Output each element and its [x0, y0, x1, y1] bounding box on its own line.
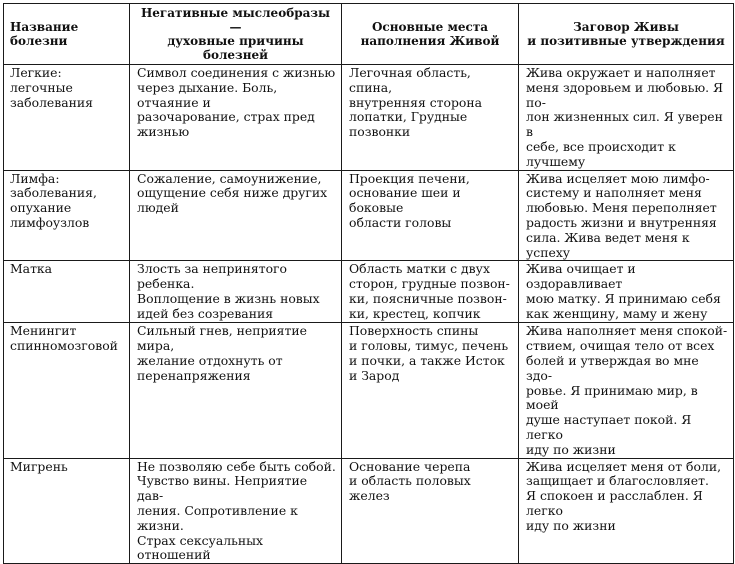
table-row — [4, 458, 734, 564]
cell-affirmations: Жива исцеляет меня от боли, защищает и благословляет. Я спокоен и расслаблен. Я легко иду по жизни — [519, 458, 734, 564]
cell-affirmations: Жива исцеляет мою лимфо- систему и наполняет меня любовью. Меня переполняет радость жизни и внутренняя сила. Жива ведет меня к успеху — [519, 170, 734, 261]
cell-causes: Сильный гнев, неприятие мира, желание отдохнуть от перенапряжения — [130, 323, 342, 458]
cell-places: Проекция печени, основание шеи и боковые области головы — [342, 170, 519, 261]
cell-disease-name: Менингит спинномозговой — [4, 323, 130, 458]
cell-causes: Символ соединения с жизнью через дыхание. Боль, отчаяние и разочарование, страх пред жизнью — [130, 65, 342, 171]
cell-causes: Злость за непринятого ребенка. Воплощение в жизнь новых идей без созревания — [130, 261, 342, 323]
cell-places: Поверхность спины и головы, тимус, печень и почки, а также Исток и Зарод — [342, 323, 519, 458]
header-affirmations: Заговор Живы и позитивные утверждения — [519, 4, 734, 65]
header-negative-thoughts: Негативные мыслеобразы — духовные причины болезней — [130, 4, 342, 65]
table-row — [4, 170, 734, 261]
cell-causes: Не позволяю себе быть собой. Чувство вины. Неприятие дав- ления. Сопротивление к жизни. Страх сексуальных отношений — [130, 458, 342, 564]
cell-affirmations: Жива наполняет меня спокой- ствием, очищая тело от всех болей и утверждая во мне здо- ровье. Я принимаю мир, в моей душе наступает покой. Я легко иду по жизни — [519, 323, 734, 458]
cell-disease-name: Мигрень — [4, 458, 130, 564]
cell-places: Легочная область, спина, внутренняя сторона лопатки, Грудные позвонки — [342, 65, 519, 171]
cell-disease-name: Лимфа: заболевания, опухание лимфоузлов — [4, 170, 130, 261]
diseases-table — [3, 3, 734, 564]
cell-places: Область матки с двух сторон, грудные позвон- ки, поясничные позвон- ки, крестец, копчик — [342, 261, 519, 323]
table-header-row — [4, 4, 734, 65]
cell-disease-name: Легкие: легочные заболевания — [4, 65, 130, 171]
table-row — [4, 65, 734, 171]
cell-affirmations: Жива окружает и наполняет меня здоровьем и любовью. Я по- лон жизненных сил. Я уверен в себе, все происходит к лучшему — [519, 65, 734, 171]
table-row — [4, 261, 734, 323]
header-main-places: Основные места наполнения Живой — [342, 4, 519, 65]
header-disease-name: Название болезни — [4, 4, 130, 65]
cell-causes: Сожаление, самоунижение, ощущение себя ниже других людей — [130, 170, 342, 261]
cell-disease-name: Матка — [4, 261, 130, 323]
cell-affirmations: Жива очищает и оздоравливает мою матку. Я принимаю себя как женщину, маму и жену — [519, 261, 734, 323]
cell-places: Основание черепа и область половых желез — [342, 458, 519, 564]
